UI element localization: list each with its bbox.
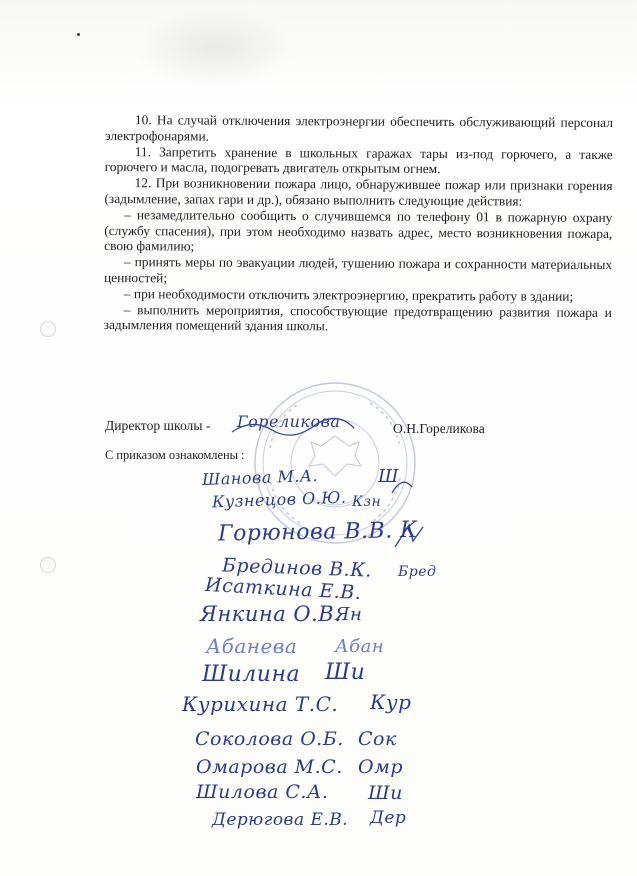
action-item: – при необходимости отключить электроэнергию, прекратить работу в здании;: [123, 285, 574, 304]
signature-name: Шилова С.А.: [196, 781, 329, 803]
signature-name: Брединов В.К.: [221, 554, 373, 582]
signature-mark: Омр: [358, 756, 403, 778]
clause-number: 11.: [134, 143, 152, 159]
signature-mark: Кур: [370, 690, 412, 714]
signature-name: Горюнова В.В.: [217, 518, 393, 547]
director-signature: Гореликова: [237, 412, 341, 431]
signature-mark: Сок: [358, 728, 397, 750]
signature-mark: Ши: [325, 660, 366, 685]
signature-name: Абанева: [206, 634, 298, 658]
signature-name: Курихина Т.С.: [182, 692, 339, 716]
signature-name: Соколова О.Б.: [195, 728, 344, 750]
signature-mark: К: [400, 518, 418, 543]
signature-mark: Дер: [370, 808, 407, 828]
acquainted-label: С приказом ознакомлены :: [105, 448, 245, 462]
clause-number: 10.: [134, 112, 152, 128]
director-name: О.Н.Гореликова: [393, 421, 485, 436]
signature-mark: Бред: [398, 564, 437, 580]
signature-name: Исаткина Е.В.: [204, 573, 362, 605]
action-item: – выполнить мероприятия, способствующие предотвращению развития пожара и задымления помещений здания школы.: [103, 301, 612, 334]
signature-name: Омарова М.С.: [196, 756, 343, 778]
action-item: – принять меры по эвакуации людей, тушению пожара и сохранности материальных ценностей;: [103, 254, 613, 286]
clause-number: 12.: [134, 175, 152, 191]
action-item: – незамедлительно сообщить о случившемся по телефону 01 в пожарную охрану (службу спасения), при этом необходимо назвать адрес, место возникновения пожара, свою фамилию;: [104, 206, 613, 254]
signature-mark: Кзн: [352, 494, 382, 510]
director-label: Директор школы -: [105, 418, 211, 433]
signature-name: Кузнецов О.Ю.: [211, 487, 347, 512]
signature-name: Шанова М.А.: [201, 465, 319, 490]
signature-mark: Ян: [335, 604, 363, 625]
signature-name: Янкина О.В.: [200, 602, 342, 626]
signature-name: Дерюгова Е.В.: [212, 810, 349, 830]
signature-mark: Ш: [378, 466, 400, 487]
clause-text: Запретить хранение в школьных гаражах тары из-под горючего, а также горючего и масла, подогревать двигатель открытым огнем.: [104, 143, 613, 177]
signature-mark: Ши: [368, 782, 403, 804]
clause-text: На случай отключения электроэнергии обеспечить обслуживающий персонал электрофонарями.: [104, 112, 613, 144]
signature-mark: Абан: [335, 636, 385, 657]
clause-text: При возникновении пожара лицо, обнаружившее пожар или признаки горения (задымление, запах гари и др.), обязано выполнить следующие действия:: [104, 175, 613, 209]
signature-name: Шилина: [202, 662, 301, 687]
